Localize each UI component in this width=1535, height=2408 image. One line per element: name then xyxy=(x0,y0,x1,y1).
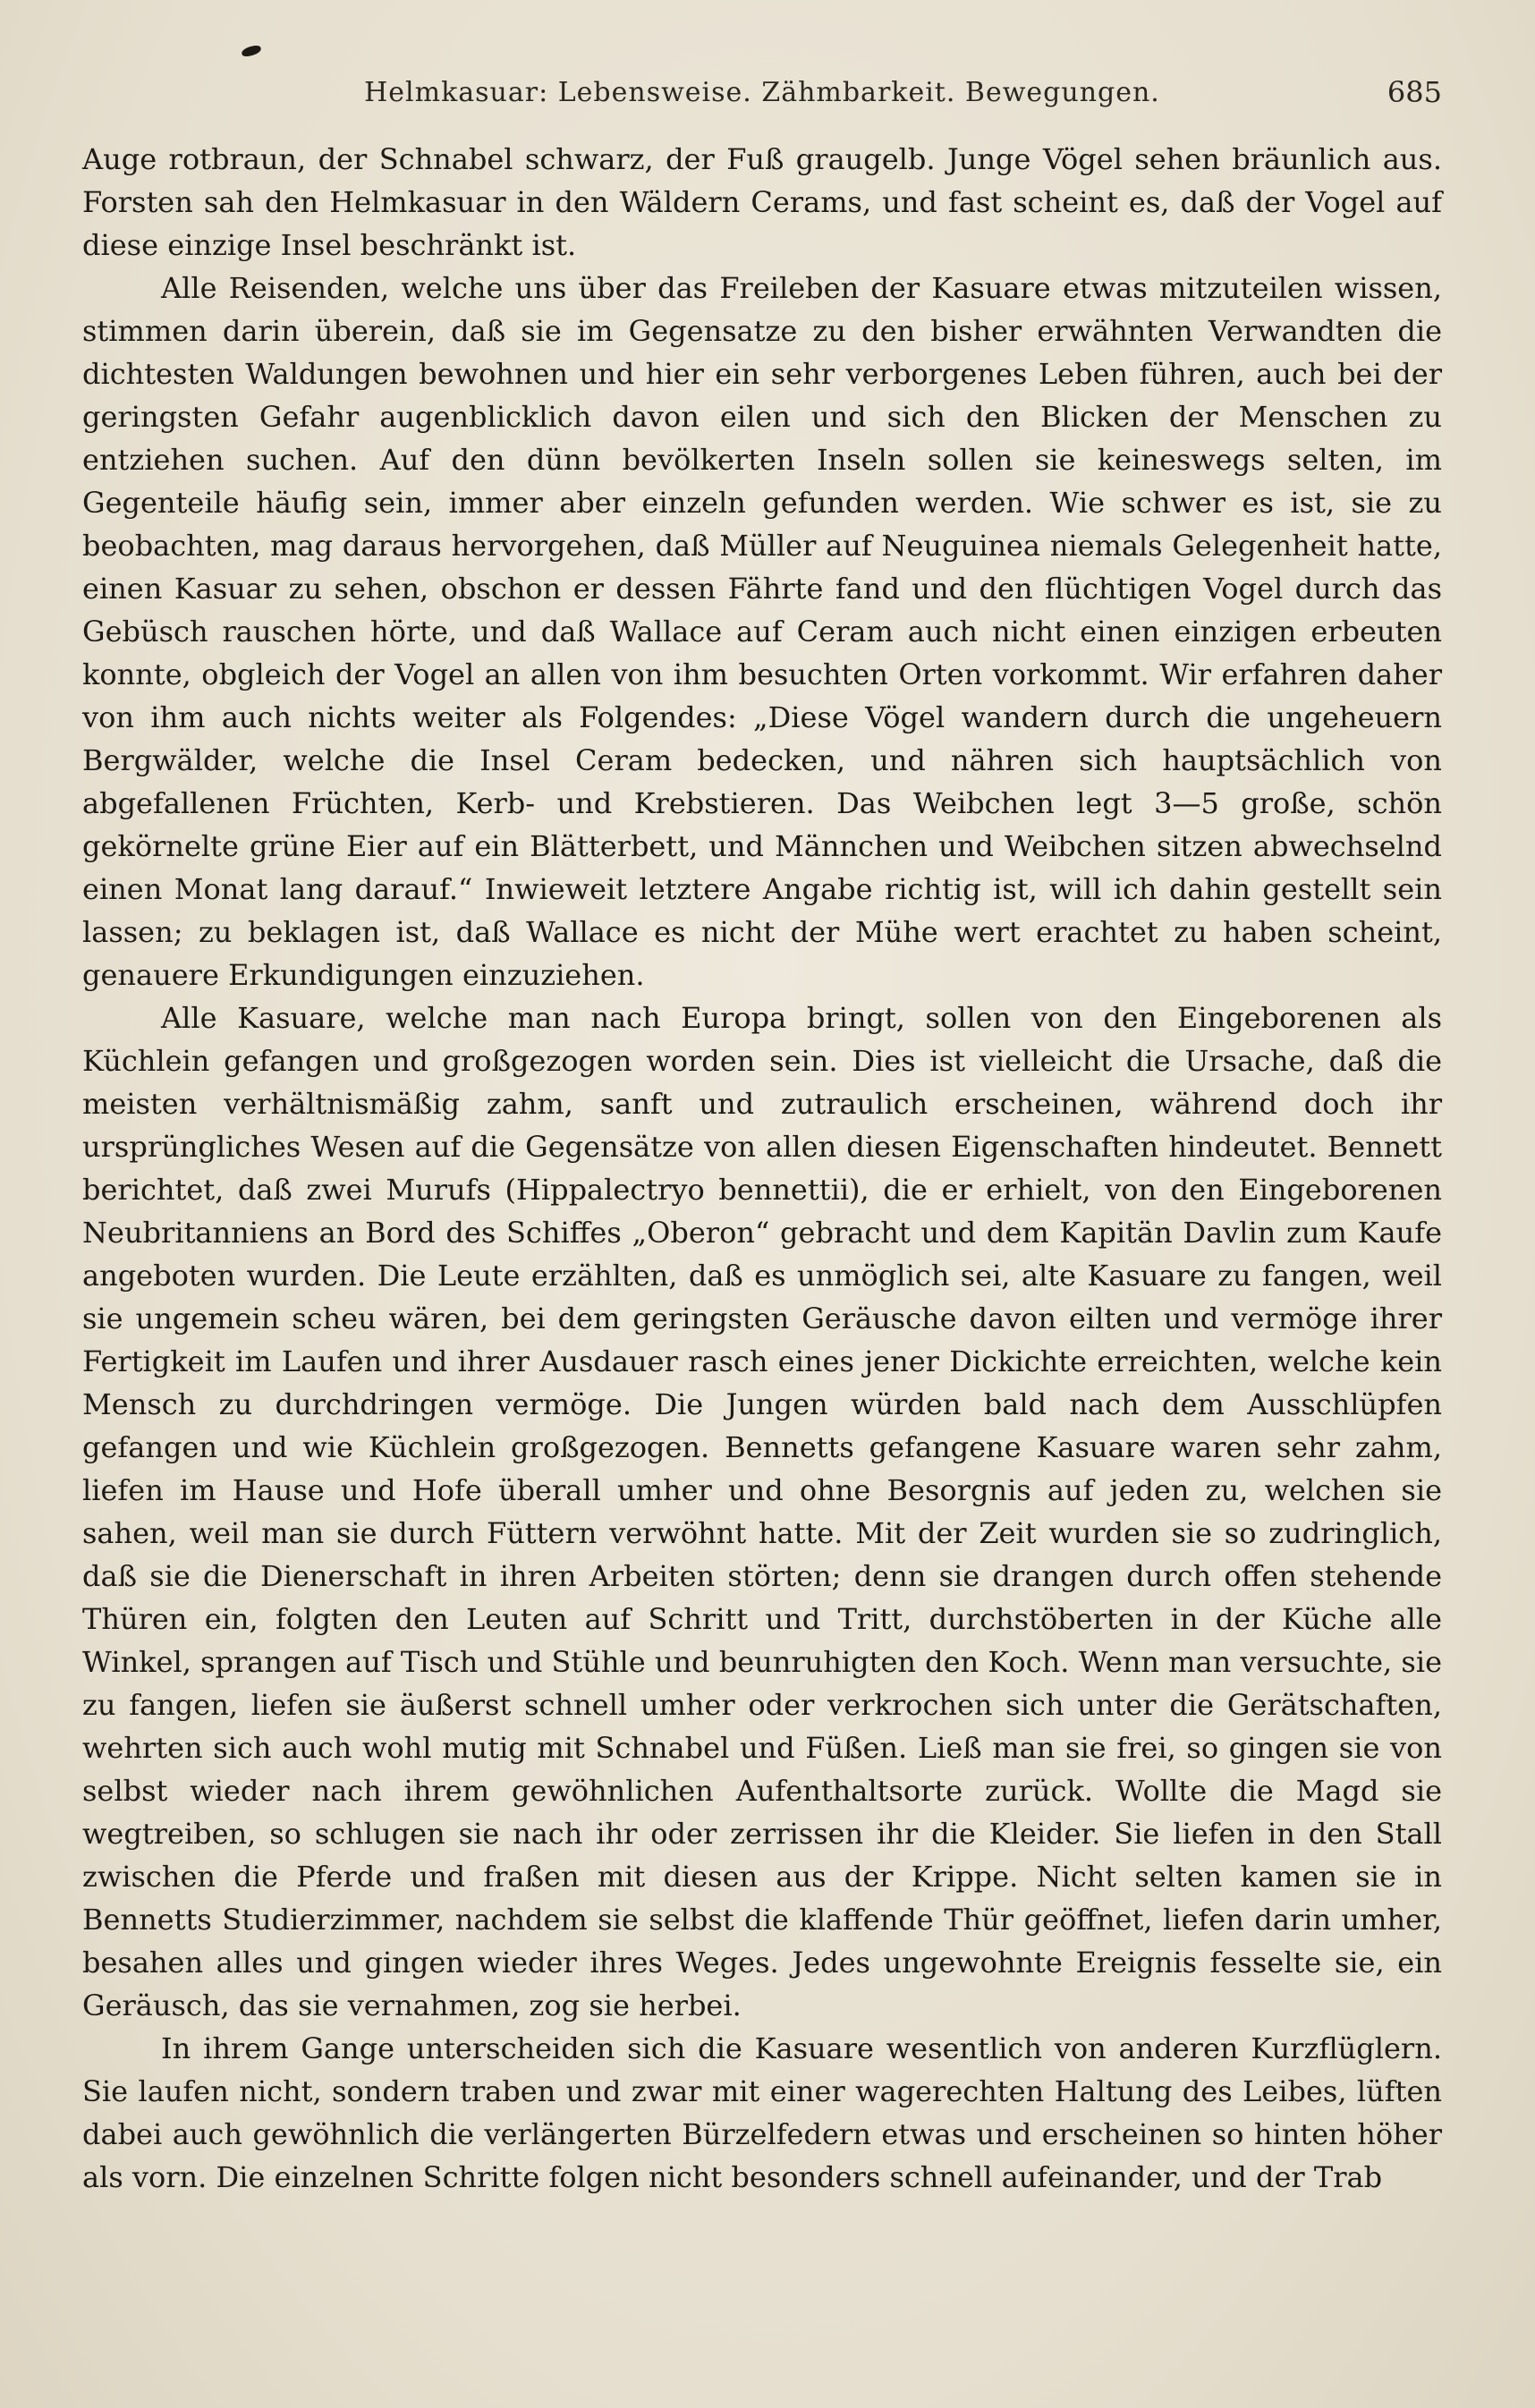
page-number: 685 xyxy=(1387,75,1442,109)
paragraph-1: Auge rotbraun, der Schnabel schwarz, der Fuß graugelb. Junge Vögel sehen bräunlich aus. Forsten sah den Helmkasuar in den Wäldern Cerams, und fast scheint es, daß der Vogel auf diese einzige Insel beschränkt ist. xyxy=(82,142,1442,262)
paragraph-2: Alle Reisenden, welche uns über das Freileben der Kasuare etwas mitzuteilen wissen, stimmen darin überein, daß sie im Gegensatze zu den bisher erwähnten Verwandten die dichtesten Waldungen bewohnen und hier ein sehr verborgenes Leben führen, auch bei der geringsten Gefahr augenblicklich davon eilen und sich den Blicken der Menschen zu entziehen suchen. Auf den dünn bevölkerten Inseln sollen sie keineswegs selten, im Gegenteile häufig sein, immer aber einzeln gefunden werden. Wie schwer es ist, sie zu beobachten, mag daraus hervorgehen, daß Müller auf Neuguinea niemals Gelegenheit hatte, einen Kasuar zu sehen, obschon er dessen Fährte fand und den flüchtigen Vogel durch das Gebüsch rauschen hörte, und daß Wallace auf Ceram auch nicht einen einzigen erbeuten konnte, obgleich der Vogel an allen von ihm besuchten Orten vorkommt. Wir erfahren daher von ihm auch nichts weiter als Folgendes: „Diese Vögel wandern durch die ungeheuern Bergwälder, welche die Insel Ceram bedecken, und nähren sich hauptsächlich von abgefallenen Früchten, Kerb- und Krebstieren. Das Weibchen legt 3—5 große, schön gekörnelte grüne Eier auf ein Blätterbett, und Männchen und Weibchen sitzen abwechselnd einen Monat lang darauf.“ Inwieweit letztere Angabe richtig ist, will ich dahin gestellt sein lassen; zu beklagen ist, daß Wallace es nicht der Mühe wert erachtet zu haben scheint, genauere Erkundigungen einzuziehen. xyxy=(82,271,1442,992)
running-title: Helmkasuar: Lebensweise. Zähmbarkeit. Bewegungen. xyxy=(364,76,1160,108)
running-header xyxy=(82,70,1442,114)
paragraph-4: In ihrem Gange unterscheiden sich die Kasuare wesentlich von anderen Kurzflüglern. Sie laufen nicht, sondern traben und zwar mit einer wagerechten Haltung des Leibes, lüften dabei auch gewöhnlich die verlängerten Bürzelfedern etwas und erscheinen so hinten höher als vorn. Die einzelnen Schritte folgen nicht besonders schnell aufeinander, und der Trab xyxy=(82,2031,1442,2194)
paragraph-3: Alle Kasuare, welche man nach Europa bringt, sollen von den Eingeborenen als Küchlein gefangen und großgezogen worden sein. Dies ist vielleicht die Ursache, daß die meisten verhältnismäßig zahm, sanft und zutraulich erscheinen, während doch ihr ursprüngliches Wesen auf die Gegensätze von allen diesen Eigenschaften hindeutet. Bennett berichtet, daß zwei Murufs (Hippalectryo bennettii), die er erhielt, von den Eingeborenen Neubritanniens an Bord des Schiffes „Oberon“ gebracht und dem Kapitän Davlin zum Kaufe angeboten wurden. Die Leute erzählten, daß es unmöglich sei, alte Kasuare zu fangen, weil sie ungemein scheu wären, bei dem geringsten Geräusche davon eilten und vermöge ihrer Fertigkeit im Laufen und ihrer Ausdauer rasch eines jener Dickichte erreichten, welche kein Mensch zu durchdringen vermöge. Die Jungen würden bald nach dem Ausschlüpfen gefangen und wie Küchlein großgezogen. Bennetts gefangene Kasuare waren sehr zahm, liefen im Hause und Hofe überall umher und ohne Besorgnis auf jeden zu, welchen sie sahen, weil man sie durch Füttern verwöhnt hatte. Mit der Zeit wurden sie so zudringlich, daß sie die Dienerschaft in ihren Arbeiten störten; denn sie drangen durch offen stehende Thüren ein, folgten den Leuten auf Schritt und Tritt, durchstöberten in der Küche alle Winkel, sprangen auf Tisch und Stühle und beunruhigten den Koch. Wenn man versuchte, sie zu fangen, liefen sie äußerst schnell umher oder verkrochen sich unter die Gerätschaften, wehrten sich auch wohl mutig mit Schnabel und Füßen. Ließ man sie frei, so gingen sie von selbst wieder nach ihrem gewöhnlichen Aufenthaltsorte zurück. Wollte die Magd sie wegtreiben, so schlugen sie nach ihr oder zerrissen ihr die Kleider. Sie liefen in den Stall zwischen die Pferde und fraßen mit diesen aus der Krippe. Nicht selten kamen sie in Bennetts Studierzimmer, nachdem sie selbst die klaffende Thür geöffnet, liefen darin umher, besahen alles und gingen wieder ihres Weges. Jedes ungewohnte Ereignis fesselte sie, ein Geräusch, das sie vernahmen, zog sie herbei. xyxy=(82,1001,1442,2022)
page-body xyxy=(82,138,1442,2199)
ink-speck xyxy=(241,44,262,57)
